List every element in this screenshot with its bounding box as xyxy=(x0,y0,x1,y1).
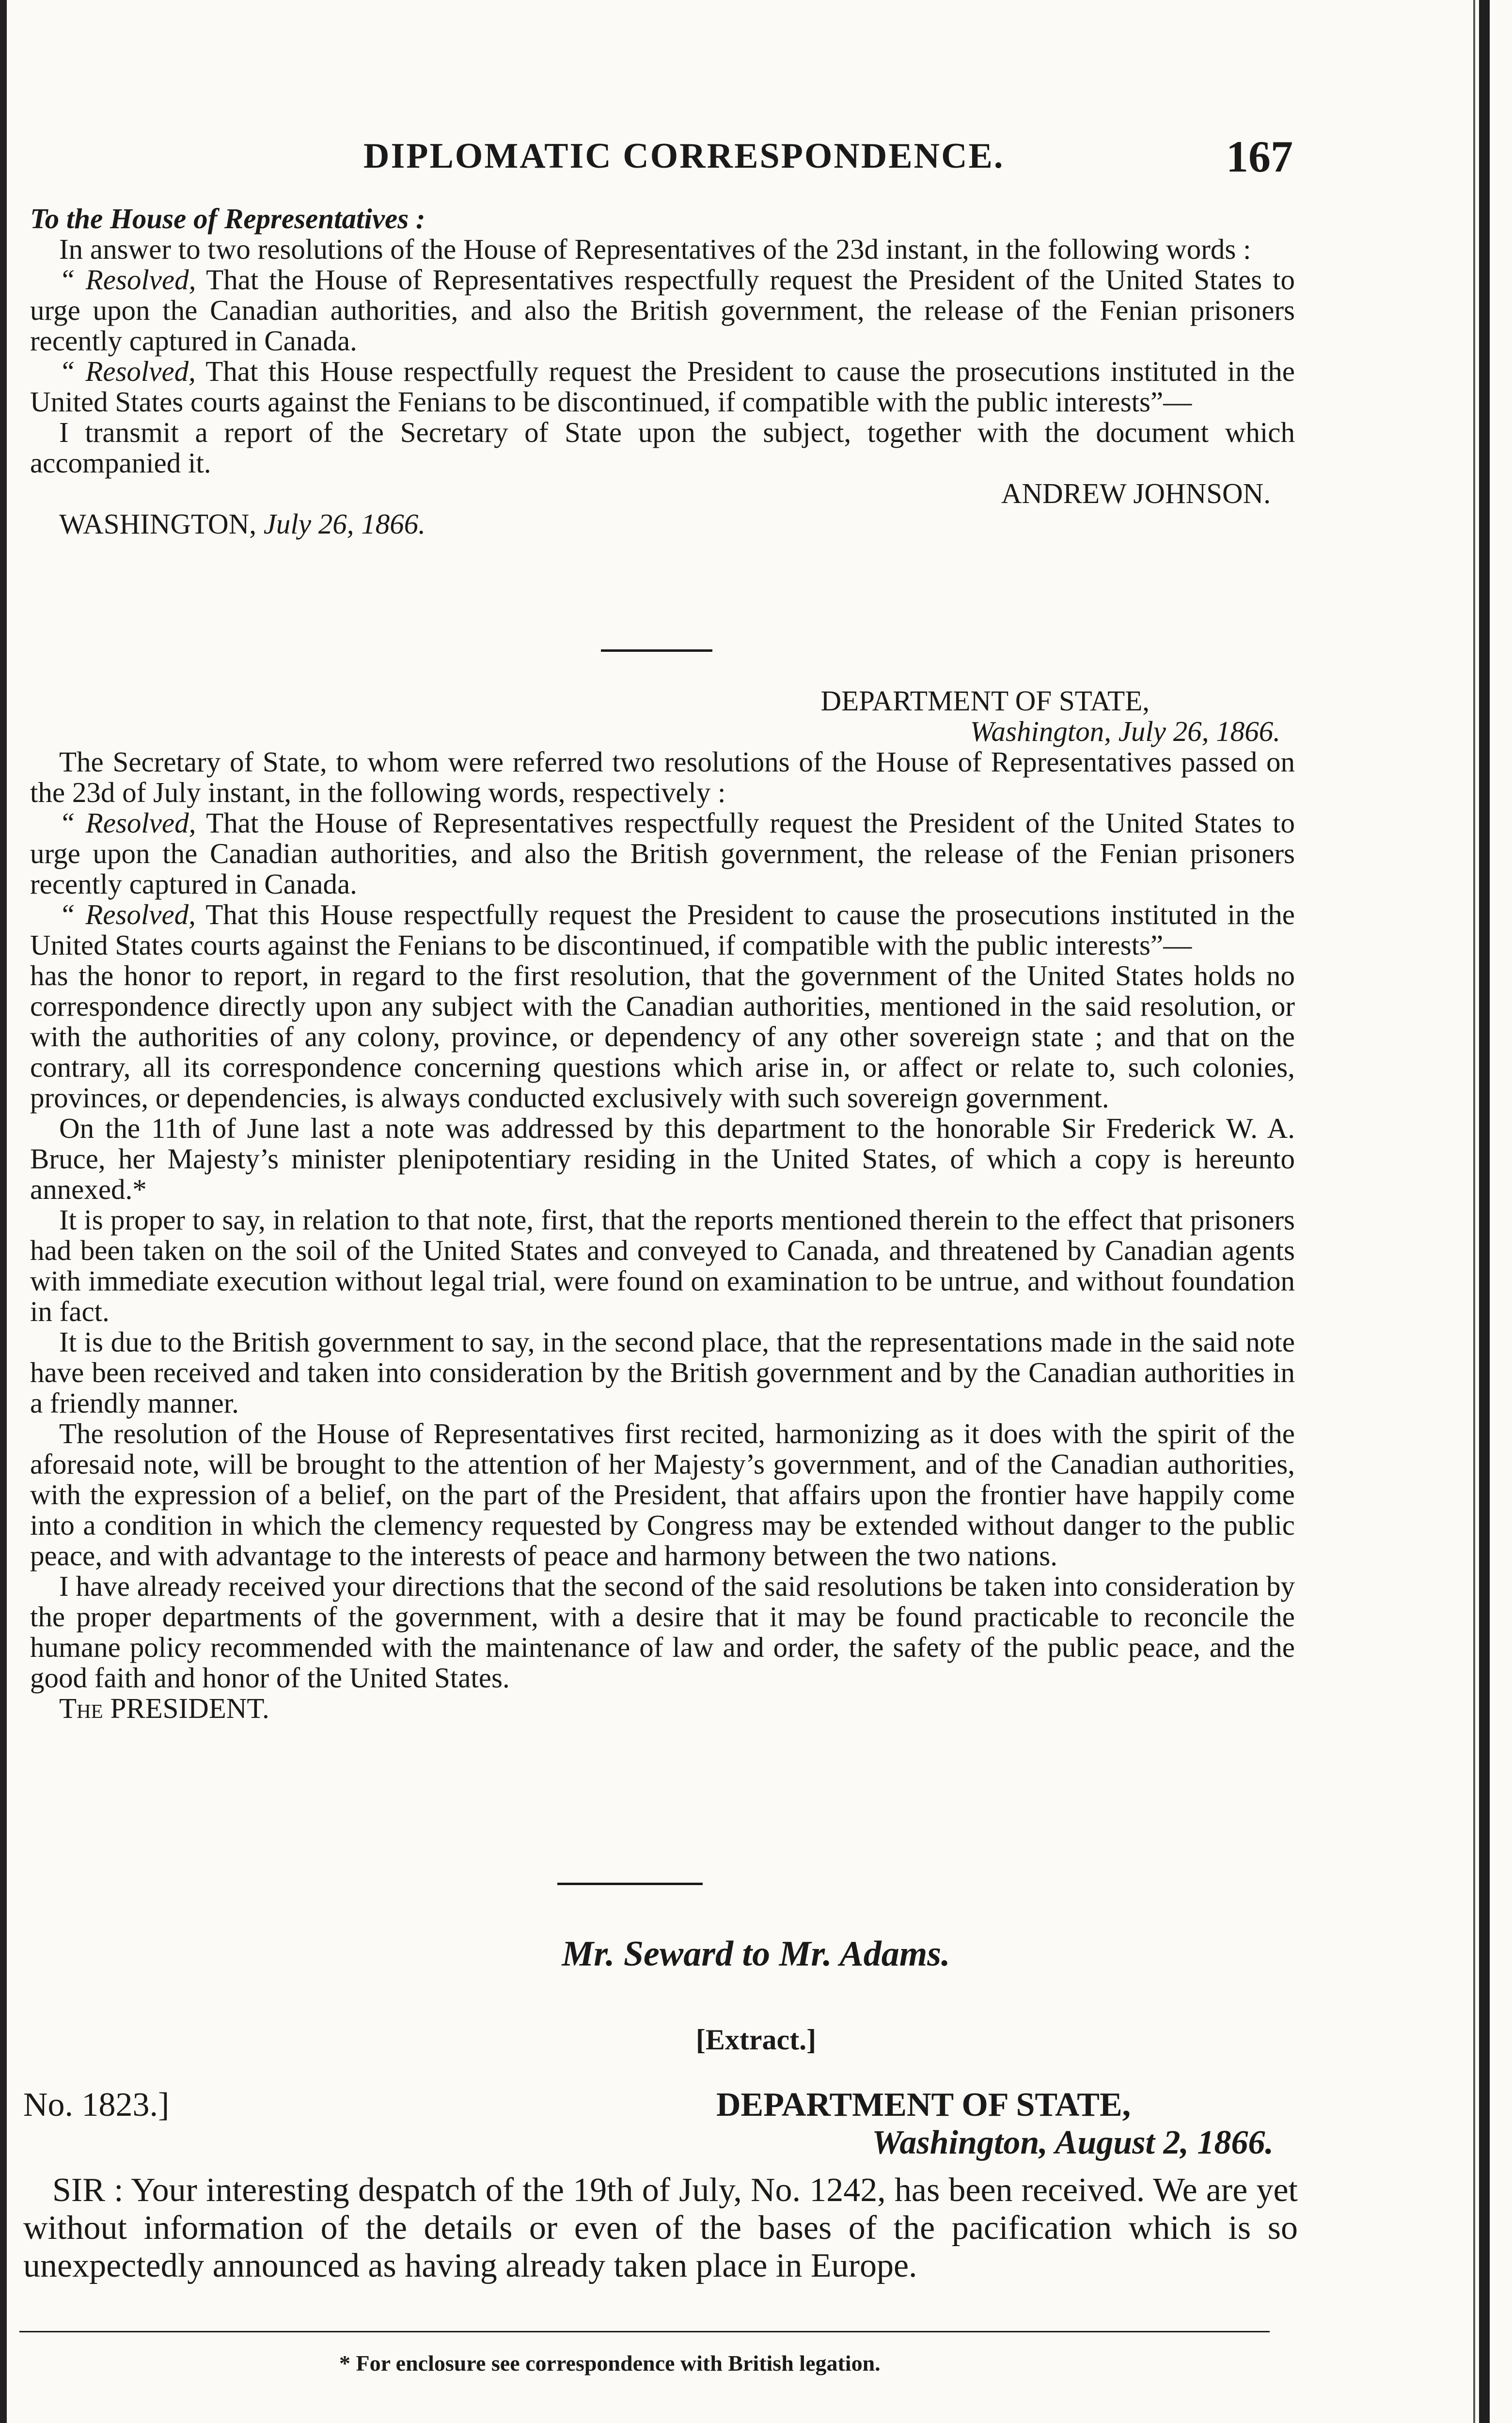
date: July 26, 1866. xyxy=(263,508,426,540)
section-divider xyxy=(601,649,712,652)
resolution-text: That this House respectfully request the President to cause the prosecutions instituted in the United States courts against the Fenians to be discontinued, if compatible with the public interests”— xyxy=(30,355,1295,418)
page-edge-right-line xyxy=(1473,0,1475,2423)
letter-salutation: SIR : xyxy=(52,2171,124,2209)
section-divider xyxy=(557,1883,703,1885)
report-paragraph-1: has the honor to report, in regard to the first resolution, that the government of the United States holds no correspondence directly upon any subject with the Canadian authorities, mentioned in the said resolution, or with the authorities of any colony, province, or dependency of any other sovereign state ; and that on the contrary, all its correspondence concerning questions which arise in, or affect or relate to, such colonies, provinces, or dependencies, is always conducted exclusively with such sovereign government. xyxy=(30,960,1295,1114)
report-paragraph-6: I have already received your directions that the second of the said resolutions be taken into consideration by the proper departments of the government, with a desire that it may be found practicable to reconcile the humane policy recommended with the maintenance of law and order, the safety of the public peace, and the good faith and honor of the United States. xyxy=(30,1570,1295,1694)
resolution-text: That the House of Representatives respectfully request the President of the United States to urge upon the Canadian authorities, and also the British government, the release of the Fenian prisoners recently captured in Canada. xyxy=(30,807,1295,900)
message-transmit: I transmit a report of the Secretary of State upon the subject, together with the document which accompanied it. xyxy=(30,416,1295,479)
report-resolution-2 xyxy=(30,899,1295,960)
letter-body-text: Your interesting despatch of the 19th of July, No. 1242, has been received. We are yet without information of the details or even of the bases of the pacification which is so unexpectedly announced as having already taken place in Europe. xyxy=(23,2171,1298,2284)
message-intro: In answer to two resolutions of the House of Representatives of the 23d instant, in the following words : xyxy=(59,233,1251,265)
report-resolution-1 xyxy=(30,808,1295,899)
report-intro: The Secretary of State, to whom were referred two resolutions of the House of Representatives passed on the 23d of July instant, in the following words, respectively : xyxy=(30,746,1295,808)
message-resolution-2 xyxy=(30,356,1295,417)
letter-dateline: Washington, August 2, 1866. xyxy=(872,2124,1274,2161)
letter-header-row xyxy=(23,2086,1298,2124)
letter-department: DEPARTMENT OF STATE, xyxy=(716,2086,1131,2124)
letter-body xyxy=(23,2171,1298,2285)
report-paragraph-2: On the 11th of June last a note was addressed by this department to the honorable Sir Frederick W. A. Bruce, her Majesty’s minister plenipotentiary residing in the United States, of which a copy is hereunto annexed.* xyxy=(30,1112,1295,1205)
letter xyxy=(23,2086,1298,2285)
page-edge-left xyxy=(0,0,7,2423)
resolution-lead: “ Resolved, xyxy=(59,355,196,387)
page-edge-right xyxy=(1479,0,1490,2423)
report-department: DEPARTMENT OF STATE, xyxy=(820,685,1150,717)
presidential-message xyxy=(30,204,1295,539)
footnote: * For enclosure see correspondence with British legation. xyxy=(339,2351,881,2376)
message-dateline xyxy=(30,509,1295,539)
state-department-report xyxy=(30,686,1295,1724)
resolution-text: That this House respectfully request the President to cause the prosecutions instituted in the United States courts against the Fenians to be discontinued, if compatible with the public interests”— xyxy=(30,898,1295,961)
page-number: 167 xyxy=(1226,132,1293,181)
resolution-lead: “ Resolved, xyxy=(59,898,196,930)
message-resolution-1 xyxy=(30,265,1295,356)
running-head xyxy=(0,131,1512,184)
resolution-lead: “ Resolved, xyxy=(59,807,196,839)
report-dateline: Washington, July 26, 1866. xyxy=(970,715,1280,747)
report-paragraph-3: It is proper to say, in relation to that note, first, that the reports mentioned therein to the effect that prisoners had been taken on the soil of the United States and conveyed to Canada, and threatened by Canadian agents with immediate execution without legal trial, were found on examination to be untrue, and without foundation in fact. xyxy=(30,1204,1295,1327)
letter-number: No. 1823.] xyxy=(23,2086,170,2124)
letter-extract-label: [Extract.] xyxy=(695,2024,817,2056)
resolution-text: That the House of Representatives respectfully request the President of the United States to urge upon the Canadian authorities, and also the British government, the release of the Fenian prisoners recently captured in Canada. xyxy=(30,264,1295,357)
report-paragraph-5: The resolution of the House of Representatives first recited, harmonizing as it does with the spirit of the aforesaid note, will be brought to the attention of her Majesty’s government, and of the Canadian authorities, with the expression of a belief, on the part of the President, that affairs upon the frontier have happily come into a condition in which the clemency requested by Congress may be extended without danger to the public peace, and with advantage to the interests of peace and harmony between the two nations. xyxy=(30,1417,1295,1572)
report-addressee: The PRESIDENT. xyxy=(59,1692,269,1724)
footnote-rule xyxy=(19,2331,1270,2332)
signature: ANDREW JOHNSON. xyxy=(1001,477,1271,509)
letter-heading: Mr. Seward to Mr. Adams. xyxy=(562,1934,950,1974)
place: WASHINGTON, xyxy=(59,508,256,540)
running-head-title: DIPLOMATIC CORRESPONDENCE. xyxy=(363,136,1005,176)
salutation: To the House of Representatives : xyxy=(30,203,425,235)
resolution-lead: “ Resolved, xyxy=(59,264,196,296)
report-paragraph-4: It is due to the British government to say, in the second place, that the representations made in the said note have been received and taken into consideration by the British government and by the Canadian authorities in a friendly manner. xyxy=(30,1326,1295,1419)
